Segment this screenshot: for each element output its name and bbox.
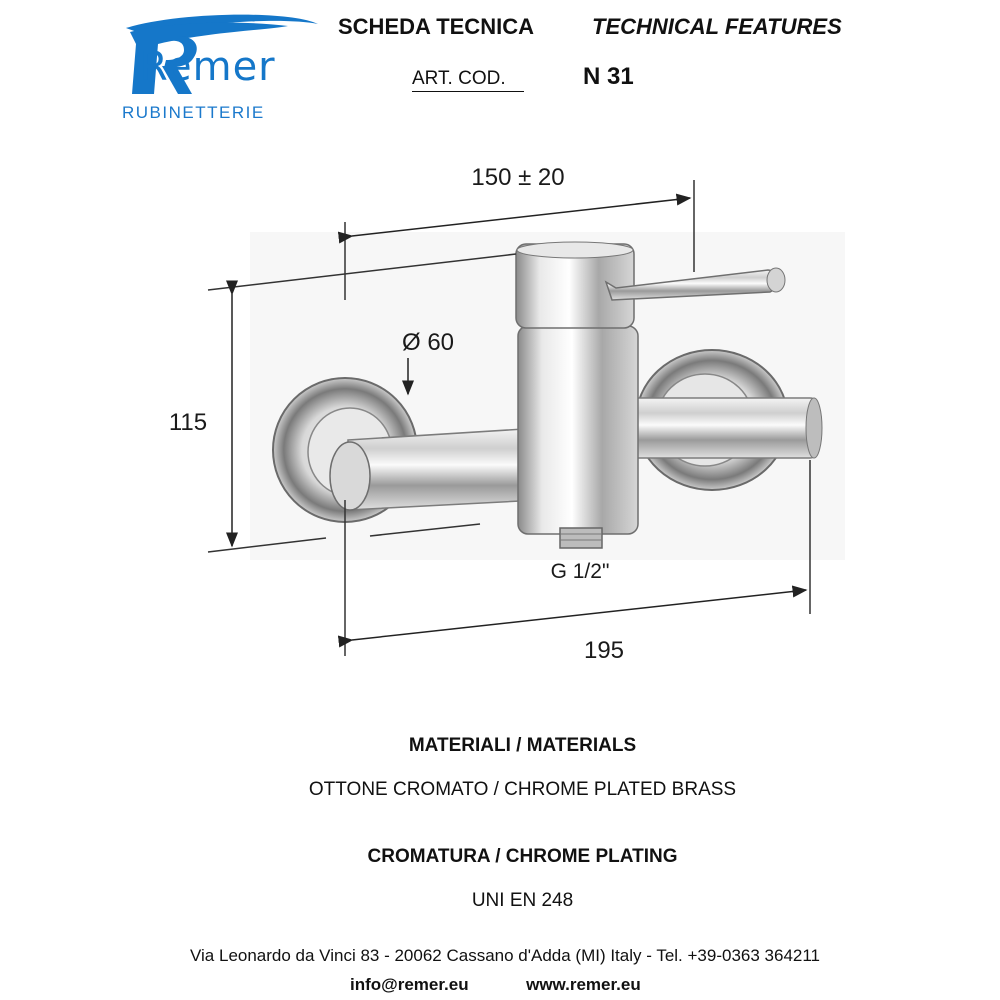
technical-drawing [150, 150, 870, 690]
right-connection-arm [630, 398, 822, 458]
dim-thread-label: G 1/2" [550, 560, 610, 583]
title-italian: SCHEDA TECNICA [338, 14, 534, 39]
materials-heading: MATERIALI / MATERIALS [408, 735, 637, 756]
art-code-value: N 31 [583, 63, 634, 90]
brand-wordmark: Remer [140, 44, 276, 90]
mixer-body [518, 326, 638, 548]
footer-website-link[interactable]: www.remer.eu [526, 975, 641, 994]
dim-diameter-label: Ø 60 [401, 329, 455, 356]
dim-width-bottom-label: 195 [583, 637, 625, 664]
dim-height-label: 115 [168, 409, 208, 436]
title-english: TECHNICAL FEATURES [592, 14, 842, 39]
dim-width-top-label: 150 ± 20 [471, 164, 565, 191]
brand-subtitle: RUBINETTERIE [122, 103, 265, 122]
footer-email-link[interactable]: info@remer.eu [350, 975, 469, 994]
materials-value: OTTONE CROMATO / CHROME PLATED BRASS [308, 779, 737, 800]
plating-heading: CROMATURA / CHROME PLATING [367, 846, 678, 867]
footer-contacts [350, 975, 641, 995]
art-code-label: ART. COD. [412, 68, 524, 92]
footer-address: Via Leonardo da Vinci 83 - 20062 Cassano d'Adda (MI) Italy - Tel. +39-0363 364211 [190, 946, 820, 965]
plating-value: UNI EN 248 [471, 890, 574, 911]
